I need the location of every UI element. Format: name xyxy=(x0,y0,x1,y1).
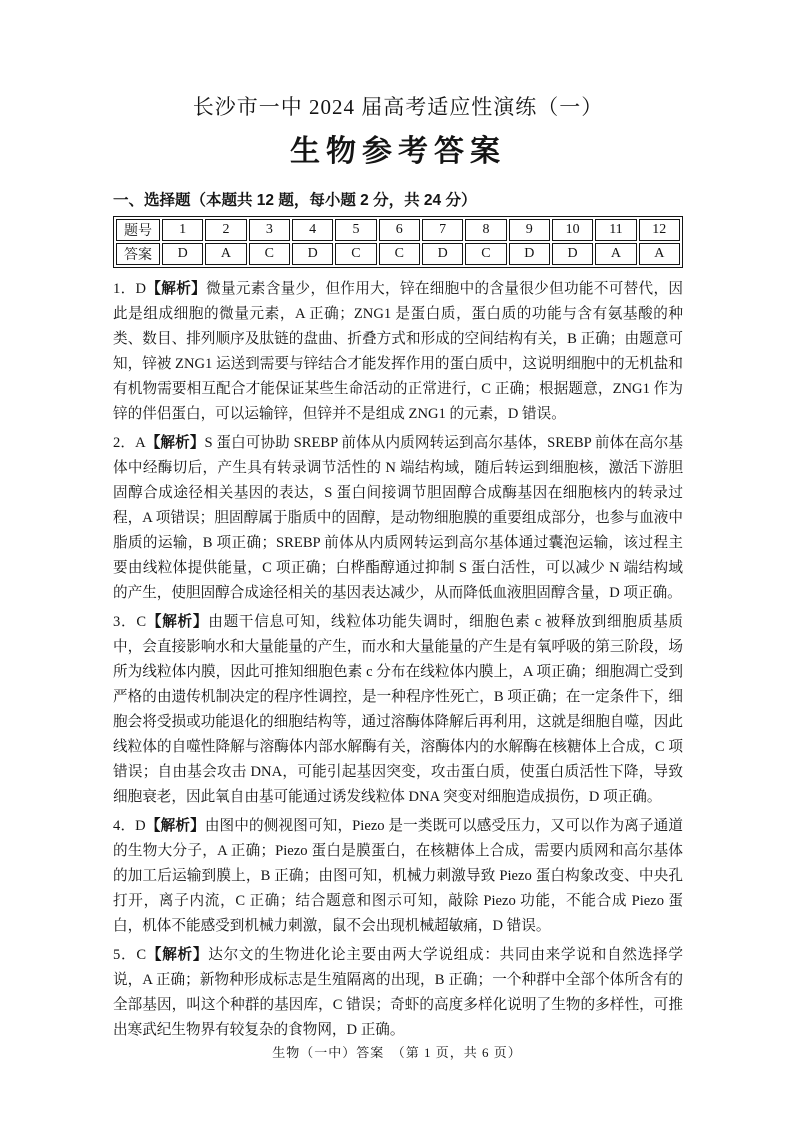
answer-key-title: 生物参考答案 xyxy=(290,135,506,168)
explanation-paragraph-2 xyxy=(113,431,683,606)
answer-cell: D xyxy=(552,243,593,265)
question-number-cell: 12 xyxy=(639,219,680,241)
question-number-cell: 9 xyxy=(509,219,550,241)
page-footer: 生物（一中）答案 （第 1 页，共 6 页） xyxy=(272,1045,522,1060)
answer-table xyxy=(113,216,683,268)
answer-row xyxy=(116,243,680,265)
answer-cell: C xyxy=(379,243,420,265)
answer-cell: C xyxy=(465,243,506,265)
analysis-tag: 【解析】 xyxy=(145,435,205,451)
question-answer-prefix: 2．A xyxy=(113,435,146,451)
question-number-cell: 3 xyxy=(249,219,290,241)
answer-cell: A xyxy=(595,243,636,265)
answer-cell: A xyxy=(639,243,680,265)
answer-cell: D xyxy=(162,243,203,265)
row-label-question-number: 题号 xyxy=(116,219,160,241)
question-number-row xyxy=(116,219,680,241)
question-number-cell: 5 xyxy=(335,219,376,241)
question-number-cell: 4 xyxy=(292,219,333,241)
question-number-cell: 7 xyxy=(422,219,463,241)
answer-cell: D xyxy=(509,243,550,265)
answer-cell: D xyxy=(422,243,463,265)
explanation-body: S 蛋白可协助 SREBP 前体从内质网转运到高尔基体，SREBP 前体在高尔基体中经酶切后，产生具有转录调节活性的 N 端结构域，随后转运到细胞核，激活下游胆固醇合成途径相关基因的表达，S 蛋白间接调节胆固醇合成酶基因在细胞核内的转录过程，A 项错误；胆固醇属于脂质中的固醇，是动物细胞膜的重要组成部分，也参与血液中脂质的运输，B 项正确；SREBP 前体从内质网转运到高尔基体通过囊泡运输，该过程主要由线粒体提供能量，C 项正确；白桦酯醇通过抑制 S 蛋白活性，可以减少 N 端结构域的产生，使胆固醇合成途径相关的基因表达减少，从而降低血液胆固醇含量，D 项正确。 xyxy=(113,435,683,601)
section-heading: 一、选择题（本题共 12 题，每小题 2 分，共 24 分） xyxy=(113,192,477,209)
exam-title: 长沙市一中 2024 届高考适应性演练（一） xyxy=(192,95,604,119)
explanation-body: 由题干信息可知，线粒体功能失调时，细胞色素 c 被释放到细胞质基质中，会直接影响水和大量能量的产生，而水和大量能量的产生是有氧呼吸的第三阶段，场所为线粒体内膜，因此可推知细胞色素 c 分布在线粒体内膜上，A 项正确；细胞凋亡受到严格的由遗传机制决定的程序性调控，是一种程序性死亡，B 项正确；在一定条件下，细胞会将受损或功能退化的细胞结构等，通过溶酶体降解后再利用，这就是细胞自噬，因此线粒体的自噬性降解与溶酶体内部水解酶有关，溶酶体内的水解酶在核糖体上合成，C 项错误；自由基会攻击 DNA，可能引起基因突变，攻击蛋白质，使蛋白质活性下降，导致细胞衰老，因此氧自由基可能通过诱发线粒体 DNA 突变对细胞造成损伤，D 项正确。 xyxy=(113,614,684,805)
question-number-cell: 11 xyxy=(595,219,636,241)
question-answer-prefix: 1．D xyxy=(113,281,147,297)
answer-cell: D xyxy=(292,243,333,265)
question-answer-prefix: 4．D xyxy=(113,818,146,834)
answer-cell: C xyxy=(335,243,376,265)
analysis-tag: 【解析】 xyxy=(145,818,205,834)
explanation-body: 达尔文的生物进化论主要由两大学说组成：共同由来学说和自然选择学说，A 正确；新物种形成标志是生殖隔离的出现，B 正确；一个种群中全部个体所含有的全部基因，叫这个种群的基因库，C 错误；奇虾的高度多样化说明了生物的多样性，可推出寒武纪生物界有较复杂的食物网，D 正确。 xyxy=(113,947,683,1038)
analysis-tag: 【解析】 xyxy=(146,614,209,630)
explanation-paragraph-4 xyxy=(113,814,683,939)
question-number-cell: 2 xyxy=(205,219,246,241)
question-number-cell: 1 xyxy=(162,219,203,241)
question-number-cell: 8 xyxy=(465,219,506,241)
analysis-tag: 【解析】 xyxy=(146,281,207,297)
explanation-body: 微量元素含量少，但作用大，锌在细胞中的含量很少但功能不可替代，因此是组成细胞的微量元素，A 正确；ZNG1 是蛋白质，蛋白质的功能与含有氨基酸的种类、数目、排列顺序及肽链的盘曲、折叠方式和形成的空间结构有关，B 正确；由题意可知，锌被 ZNG1 运送到需要与锌结合才能发挥作用的蛋白质中，这说明细胞中的无机盐和有机物需要相互配合才能保证某些生命活动的正常进行，C 正确；根据题意，ZNG1 作为锌的伴侣蛋白，可以运输锌，但锌并不是组成 ZNG1 的元素，D 错误。 xyxy=(113,281,683,422)
answer-cell: A xyxy=(205,243,246,265)
analysis-tag: 【解析】 xyxy=(146,947,209,963)
explanation-paragraph-3 xyxy=(113,610,683,810)
question-number-cell: 6 xyxy=(379,219,420,241)
question-answer-prefix: 5．C xyxy=(113,947,147,963)
explanation-paragraph-5 xyxy=(113,943,683,1043)
explanation-paragraph-1 xyxy=(113,277,683,427)
row-label-answer: 答案 xyxy=(116,243,160,265)
answer-cell: C xyxy=(249,243,290,265)
question-answer-prefix: 3．C xyxy=(113,614,147,630)
explanations-section xyxy=(113,277,683,1043)
explanation-body: 由图中的侧视图可知，Piezo 是一类既可以感受压力，又可以作为离子通道的生物大分子，A 正确；Piezo 蛋白是膜蛋白，在核糖体上合成，需要内质网和高尔基体的加工后运输到膜上，B 正确；由图可知，机械力刺激导致 Piezo 蛋白构象改变、中央孔打开，离子内流，C 正确；结合题意和图示可知，敲除 Piezo 功能，不能合成 Piezo 蛋白，机体不能感受到机械力刺激，鼠不会出现机械超敏痛，D 错误。 xyxy=(113,818,683,934)
question-number-cell: 10 xyxy=(552,219,593,241)
